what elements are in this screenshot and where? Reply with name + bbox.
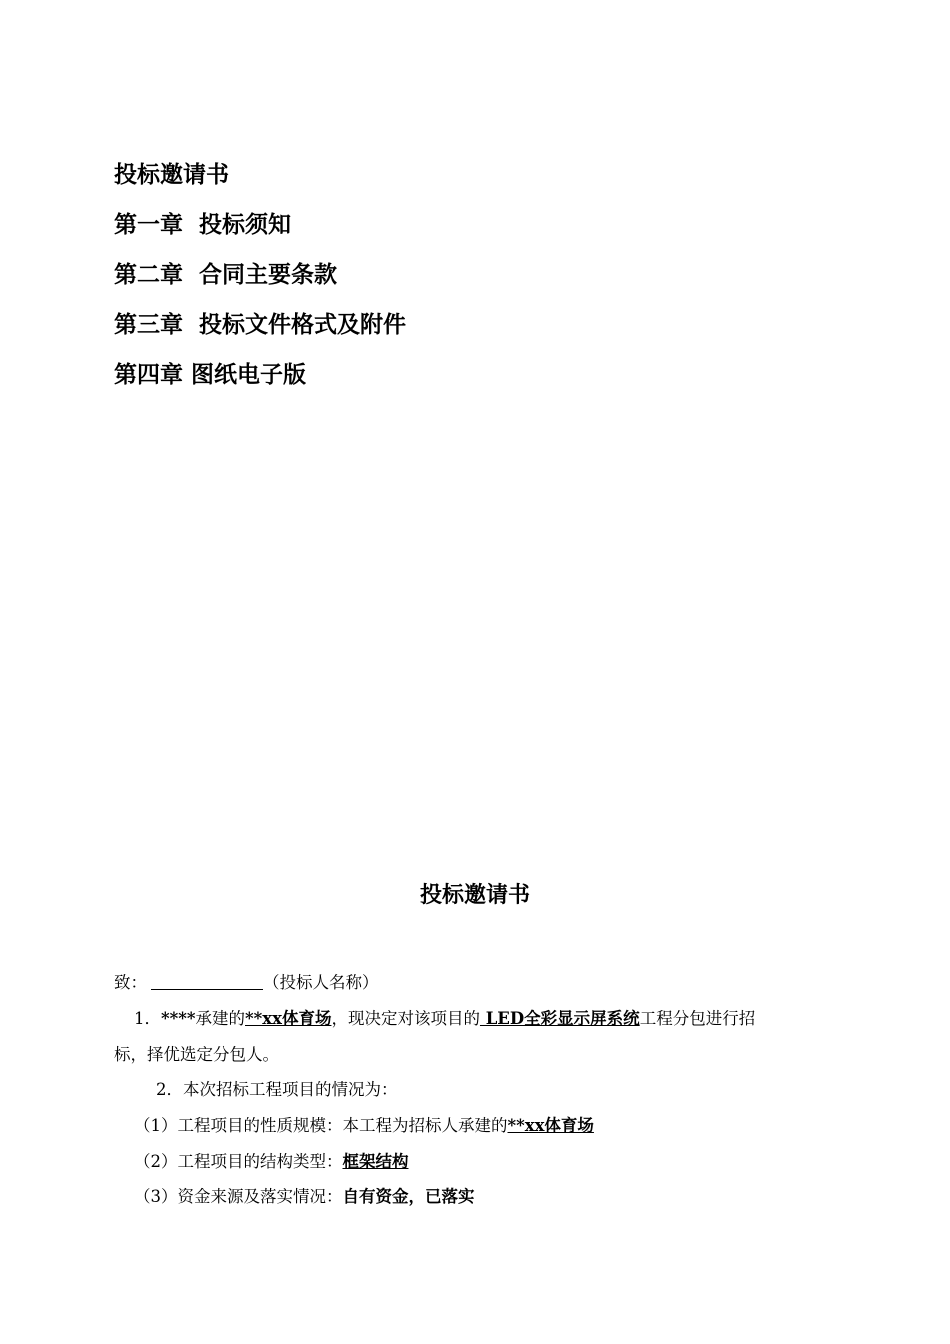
toc-item: 第三章 投标文件格式及附件	[114, 312, 407, 338]
paragraph-1	[134, 1007, 755, 1031]
item-label: （1）工程项目的性质规模：本工程为招标人承建的	[134, 1116, 508, 1135]
system-name: LED全彩显示屏系统	[479, 1009, 640, 1028]
bidder-name-blank	[151, 971, 263, 990]
paragraph-1-continued: 标，择优选定分包人。	[114, 1045, 279, 1064]
item-label: （3）资金来源及落实情况：	[134, 1187, 343, 1206]
toc-item: 第一章 投标须知	[114, 212, 292, 238]
p1-text: ，现决定对该项目的	[331, 1009, 480, 1028]
p1-text: 承建的	[195, 1009, 246, 1028]
item-value: **xx体育场	[507, 1116, 594, 1135]
item-label: （2）工程项目的结构类型：	[134, 1152, 343, 1171]
p1-number: 1．	[134, 1009, 161, 1028]
to-note: （投标人名称）	[263, 973, 379, 992]
project-name: **xx体育场	[245, 1009, 332, 1028]
item-value: 框架结构	[342, 1152, 409, 1171]
addressee-line	[114, 971, 379, 995]
toc-item: 第二章 合同主要条款	[114, 262, 338, 288]
list-item	[134, 1185, 475, 1209]
item-value: 自有资金，已落实	[342, 1187, 475, 1206]
toc-item: 投标邀请书	[114, 162, 229, 188]
list-item	[134, 1114, 594, 1138]
p1-text: 工程分包进行招	[639, 1009, 756, 1028]
page-title: 投标邀请书	[419, 883, 530, 908]
toc-item: 第四章 图纸电子版	[114, 362, 307, 388]
paragraph-2: 2．本次招标工程项目的情况为：	[156, 1080, 398, 1099]
list-item	[134, 1150, 409, 1174]
p1-stars: ****	[161, 1009, 196, 1028]
to-label: 致：	[114, 973, 147, 992]
table-of-contents	[114, 150, 406, 400]
